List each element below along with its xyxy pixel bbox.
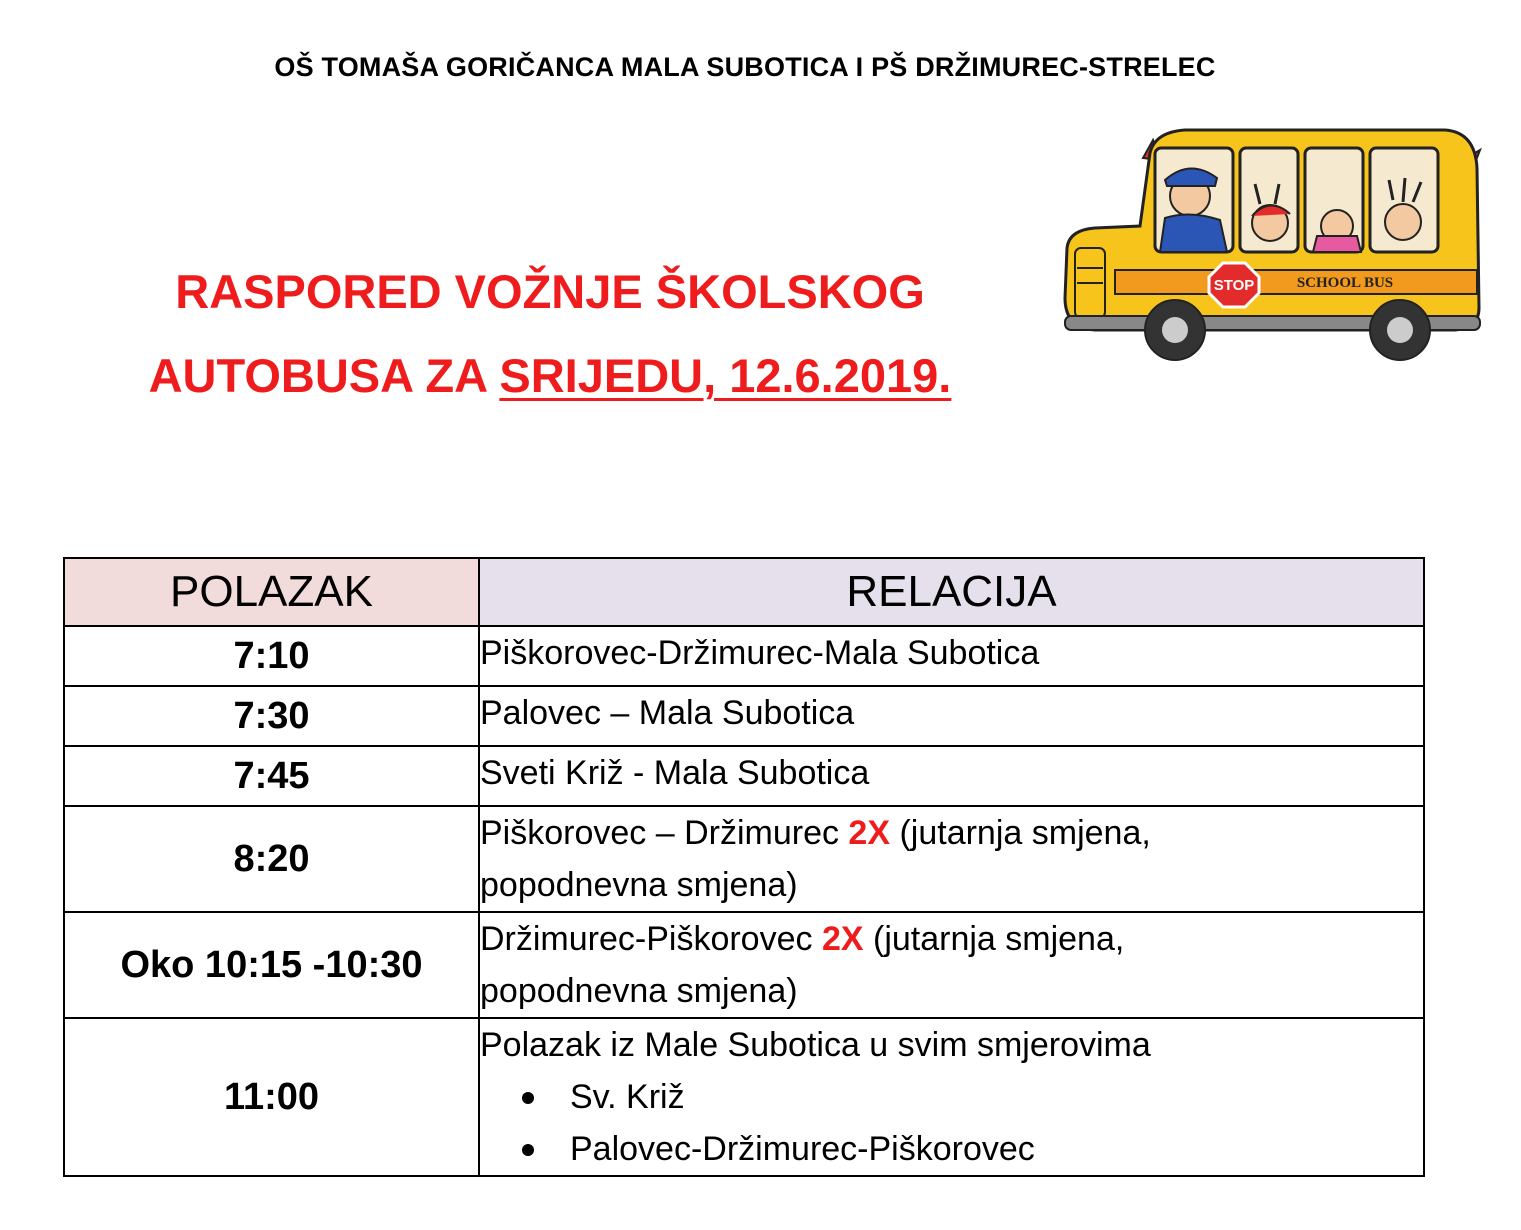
title-date: SRIJEDU, 12.6.2019.: [499, 349, 952, 402]
departure-time: 8:20: [64, 806, 479, 912]
directions-list: [480, 1071, 1423, 1175]
twice-marker: 2X: [821, 920, 864, 958]
schedule-title: [60, 250, 1040, 418]
header-relacija: RELACIJA: [479, 558, 1424, 626]
stop-sign-label: STOP: [1213, 277, 1255, 294]
table-row: [64, 626, 1424, 686]
route-note: (jutarnja smjena,: [890, 814, 1151, 852]
direction-item: Palovec-Držimurec-Piškorovec: [570, 1123, 1423, 1175]
departure-time: 7:30: [64, 686, 479, 746]
route-text: Piškorovec – Držimurec: [480, 814, 849, 852]
table-row: [64, 746, 1424, 806]
direction-item: Sv. Križ: [570, 1071, 1423, 1123]
route-note: (jutarnja smjena,: [863, 920, 1125, 958]
table-header-row: [64, 558, 1424, 626]
departure-time: 7:10: [64, 626, 479, 686]
title-prefix: AUTOBUSA ZA: [148, 349, 500, 402]
header-polazak: POLAZAK: [64, 558, 479, 626]
table-row: [64, 806, 1424, 912]
departure-time: Oko 10:15 -10:30: [64, 912, 479, 1018]
school-bus-label: SCHOOL BUS: [1296, 275, 1394, 291]
departure-time: 11:00: [64, 1018, 479, 1176]
table-row: [64, 1018, 1424, 1176]
table-row: [64, 912, 1424, 1018]
route: Sveti Križ - Mala Subotica: [479, 746, 1424, 806]
route-note-continued: popodnevna smjena): [480, 972, 798, 1010]
school-bus-illustration: [1055, 118, 1485, 368]
route: [479, 1018, 1424, 1176]
route-text: Držimurec-Piškorovec: [480, 920, 822, 958]
route: [479, 912, 1424, 1018]
title-line-1: RASPORED VOŽNJE ŠKOLSKOG: [175, 265, 925, 318]
schedule-table: [63, 557, 1425, 1177]
departure-time: 7:45: [64, 746, 479, 806]
school-name: OŠ TOMAŠA GORIČANCA MALA SUBOTICA I PŠ DRŽIMUREC-STRELEC: [274, 52, 1216, 82]
twice-marker: 2X: [848, 814, 891, 852]
route-note-continued: popodnevna smjena): [480, 866, 798, 904]
route: Piškorovec-Držimurec-Mala Subotica: [479, 626, 1424, 686]
title-line-2: [60, 334, 1040, 418]
route-text: Polazak iz Male Subotica u svim smjerovima: [480, 1026, 1151, 1064]
route: Palovec – Mala Subotica: [479, 686, 1424, 746]
route: [479, 806, 1424, 912]
table-row: [64, 686, 1424, 746]
